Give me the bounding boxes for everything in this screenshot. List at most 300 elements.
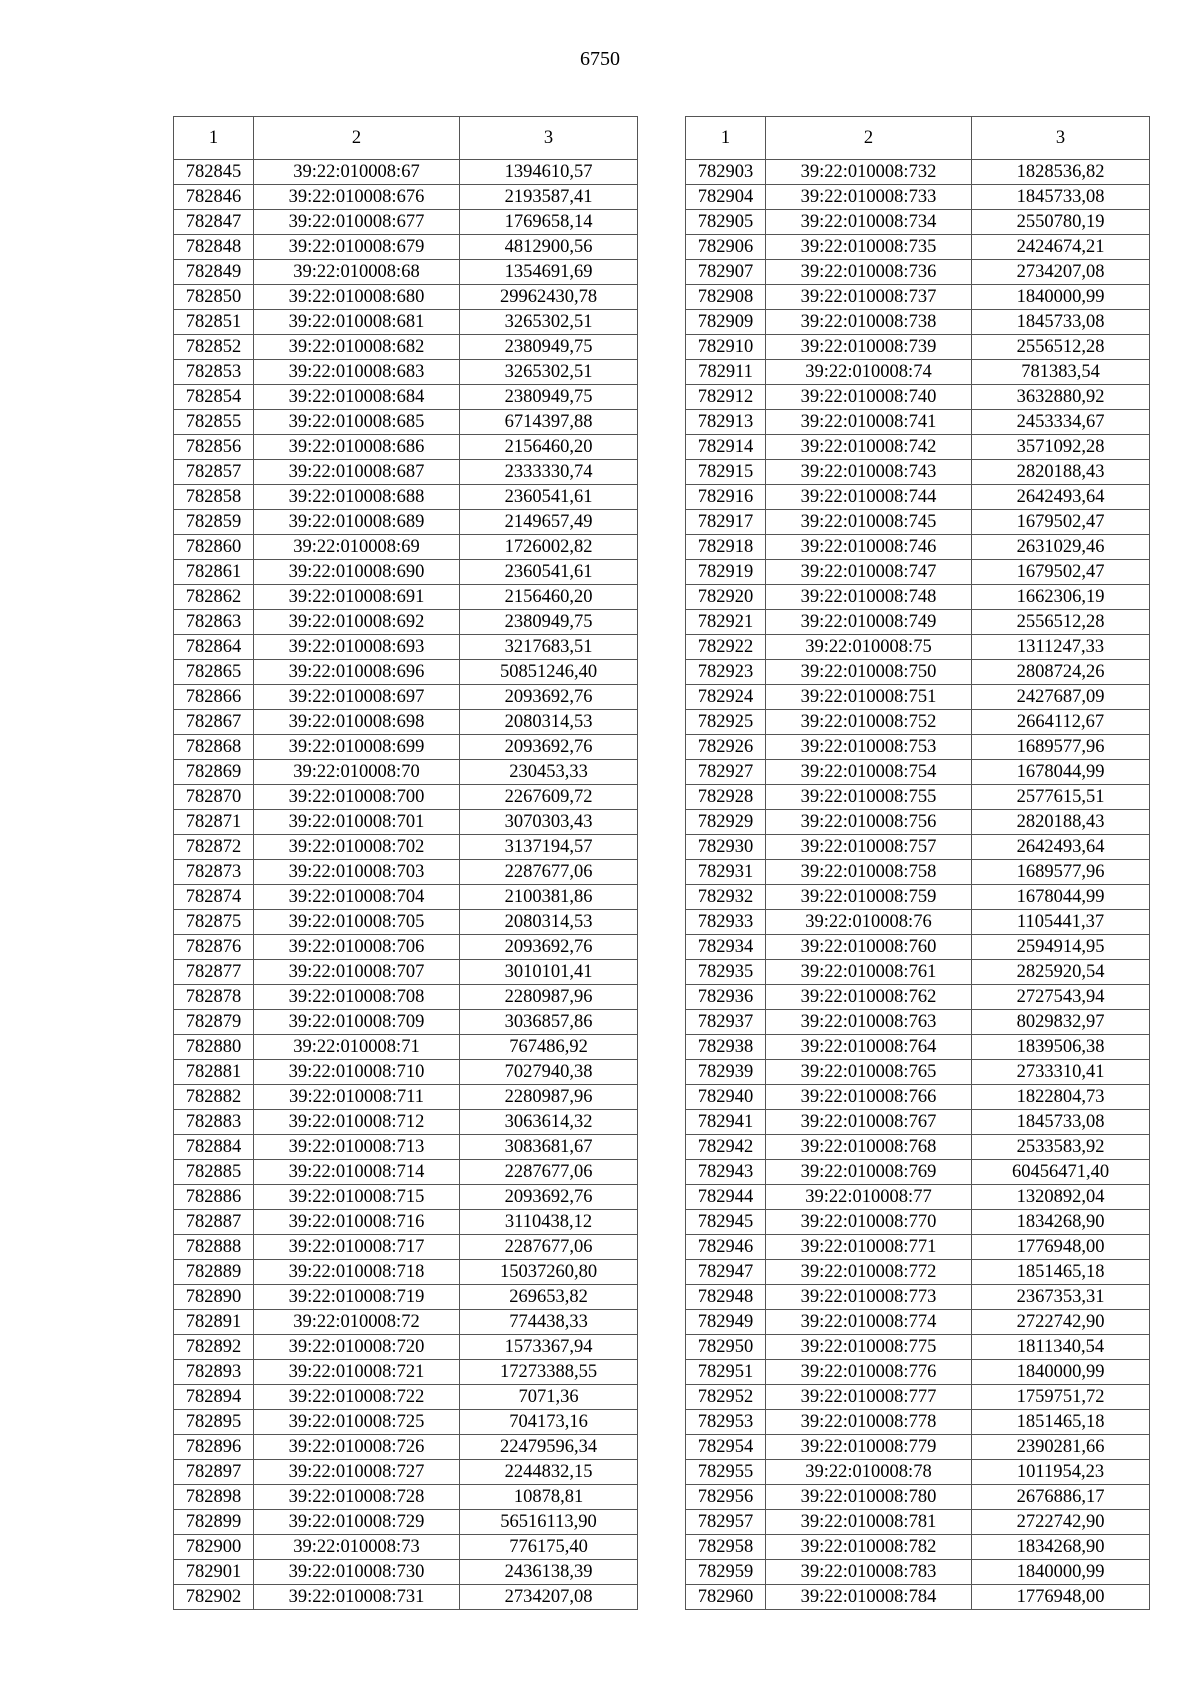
table-row <box>686 935 1150 960</box>
table-row <box>686 1385 1150 1410</box>
cadastral-number-cell: 39:22:010008:75 <box>766 635 972 660</box>
value-cell: 7027940,38 <box>460 1060 638 1085</box>
table-row <box>686 1460 1150 1485</box>
cadastral-number-cell: 39:22:010008:778 <box>766 1410 972 1435</box>
value-cell: 2156460,20 <box>460 585 638 610</box>
cadastral-number-cell: 39:22:010008:754 <box>766 760 972 785</box>
row-number-cell: 782904 <box>686 185 766 210</box>
row-number-cell: 782954 <box>686 1435 766 1460</box>
table-row <box>686 460 1150 485</box>
value-cell: 1679502,47 <box>972 510 1150 535</box>
column-header: 3 <box>972 117 1150 160</box>
row-number-cell: 782885 <box>174 1160 254 1185</box>
table-row <box>174 1235 638 1260</box>
value-cell: 3110438,12 <box>460 1210 638 1235</box>
row-number-cell: 782958 <box>686 1535 766 1560</box>
row-number-cell: 782877 <box>174 960 254 985</box>
value-cell: 22479596,34 <box>460 1435 638 1460</box>
table-row <box>686 535 1150 560</box>
cadastral-number-cell: 39:22:010008:701 <box>254 810 460 835</box>
row-number-cell: 782875 <box>174 910 254 935</box>
table-row <box>686 1435 1150 1460</box>
cadastral-number-cell: 39:22:010008:753 <box>766 735 972 760</box>
table-row <box>174 1585 638 1610</box>
table-row <box>174 835 638 860</box>
table-row <box>686 1085 1150 1110</box>
row-number-cell: 782955 <box>686 1460 766 1485</box>
cadastral-number-cell: 39:22:010008:688 <box>254 485 460 510</box>
row-number-cell: 782876 <box>174 935 254 960</box>
row-number-cell: 782899 <box>174 1510 254 1535</box>
value-cell: 1678044,99 <box>972 885 1150 910</box>
value-cell: 2594914,95 <box>972 935 1150 960</box>
table-row <box>686 235 1150 260</box>
row-number-cell: 782924 <box>686 685 766 710</box>
table-row <box>686 1160 1150 1185</box>
cadastral-number-cell: 39:22:010008:755 <box>766 785 972 810</box>
table-row <box>686 960 1150 985</box>
row-number-cell: 782906 <box>686 235 766 260</box>
row-number-cell: 782852 <box>174 335 254 360</box>
table-row <box>174 735 638 760</box>
table-row <box>174 1260 638 1285</box>
table-row <box>174 810 638 835</box>
cadastral-number-cell: 39:22:010008:740 <box>766 385 972 410</box>
row-number-cell: 782907 <box>686 260 766 285</box>
table-row <box>174 360 638 385</box>
row-number-cell: 782883 <box>174 1110 254 1135</box>
row-number-cell: 782890 <box>174 1285 254 1310</box>
table-row <box>686 1060 1150 1085</box>
cadastral-number-cell: 39:22:010008:725 <box>254 1410 460 1435</box>
value-cell: 2556512,28 <box>972 335 1150 360</box>
cadastral-number-cell: 39:22:010008:747 <box>766 560 972 585</box>
cadastral-number-cell: 39:22:010008:72 <box>254 1310 460 1335</box>
table-row <box>174 1410 638 1435</box>
row-number-cell: 782873 <box>174 860 254 885</box>
row-number-cell: 782856 <box>174 435 254 460</box>
row-number-cell: 782922 <box>686 635 766 660</box>
cadastral-number-cell: 39:22:010008:691 <box>254 585 460 610</box>
row-number-cell: 782886 <box>174 1185 254 1210</box>
table-row <box>174 1160 638 1185</box>
cadastral-number-cell: 39:22:010008:706 <box>254 935 460 960</box>
value-cell: 269653,82 <box>460 1285 638 1310</box>
value-cell: 2642493,64 <box>972 835 1150 860</box>
cadastral-number-cell: 39:22:010008:760 <box>766 935 972 960</box>
row-number-cell: 782862 <box>174 585 254 610</box>
value-cell: 3070303,43 <box>460 810 638 835</box>
row-number-cell: 782884 <box>174 1135 254 1160</box>
table-row <box>686 410 1150 435</box>
table-row <box>174 1185 638 1210</box>
cadastral-number-cell: 39:22:010008:697 <box>254 685 460 710</box>
value-cell: 2825920,54 <box>972 960 1150 985</box>
value-cell: 3036857,86 <box>460 1010 638 1035</box>
value-cell: 6714397,88 <box>460 410 638 435</box>
cadastral-number-cell: 39:22:010008:777 <box>766 1385 972 1410</box>
row-number-cell: 782853 <box>174 360 254 385</box>
row-number-cell: 782914 <box>686 435 766 460</box>
table-header-row <box>686 117 1150 160</box>
row-number-cell: 782869 <box>174 760 254 785</box>
cadastral-number-cell: 39:22:010008:686 <box>254 435 460 460</box>
cadastral-number-cell: 39:22:010008:721 <box>254 1360 460 1385</box>
cadastral-number-cell: 39:22:010008:734 <box>766 210 972 235</box>
table-row <box>686 635 1150 660</box>
row-number-cell: 782960 <box>686 1585 766 1610</box>
cadastral-number-cell: 39:22:010008:718 <box>254 1260 460 1285</box>
table-row <box>686 835 1150 860</box>
cadastral-number-cell: 39:22:010008:71 <box>254 1035 460 1060</box>
table-row <box>174 1035 638 1060</box>
value-cell: 2287677,06 <box>460 1160 638 1185</box>
row-number-cell: 782854 <box>174 385 254 410</box>
value-cell: 2093692,76 <box>460 1185 638 1210</box>
cadastral-number-cell: 39:22:010008:683 <box>254 360 460 385</box>
column-header: 2 <box>254 117 460 160</box>
table-row <box>686 810 1150 835</box>
value-cell: 1776948,00 <box>972 1235 1150 1260</box>
cadastral-number-cell: 39:22:010008:703 <box>254 860 460 885</box>
row-number-cell: 782855 <box>174 410 254 435</box>
row-number-cell: 782910 <box>686 335 766 360</box>
row-number-cell: 782892 <box>174 1335 254 1360</box>
cadastral-number-cell: 39:22:010008:712 <box>254 1110 460 1135</box>
table-row <box>174 410 638 435</box>
cadastral-number-cell: 39:22:010008:762 <box>766 985 972 1010</box>
row-number-cell: 782933 <box>686 910 766 935</box>
row-number-cell: 782913 <box>686 410 766 435</box>
value-cell: 1822804,73 <box>972 1085 1150 1110</box>
table-row <box>686 1260 1150 1285</box>
cadastral-number-cell: 39:22:010008:685 <box>254 410 460 435</box>
cadastral-number-cell: 39:22:010008:746 <box>766 535 972 560</box>
table-row <box>174 535 638 560</box>
value-cell: 774438,33 <box>460 1310 638 1335</box>
value-cell: 781383,54 <box>972 360 1150 385</box>
value-cell: 3010101,41 <box>460 960 638 985</box>
value-cell: 2360541,61 <box>460 560 638 585</box>
value-cell: 2550780,19 <box>972 210 1150 235</box>
table-row <box>686 210 1150 235</box>
row-number-cell: 782927 <box>686 760 766 785</box>
value-cell: 2664112,67 <box>972 710 1150 735</box>
row-number-cell: 782901 <box>174 1560 254 1585</box>
row-number-cell: 782959 <box>686 1560 766 1585</box>
value-cell: 2676886,17 <box>972 1485 1150 1510</box>
cadastral-number-cell: 39:22:010008:758 <box>766 860 972 885</box>
cadastral-number-cell: 39:22:010008:728 <box>254 1485 460 1510</box>
value-cell: 1726002,82 <box>460 535 638 560</box>
value-cell: 2577615,51 <box>972 785 1150 810</box>
cadastral-number-cell: 39:22:010008:735 <box>766 235 972 260</box>
cadastral-number-cell: 39:22:010008:745 <box>766 510 972 535</box>
table-row <box>686 585 1150 610</box>
table-row <box>686 1135 1150 1160</box>
row-number-cell: 782848 <box>174 235 254 260</box>
value-cell: 1759751,72 <box>972 1385 1150 1410</box>
table-row <box>174 310 638 335</box>
table-row <box>686 660 1150 685</box>
row-number-cell: 782918 <box>686 535 766 560</box>
row-number-cell: 782867 <box>174 710 254 735</box>
value-cell: 2080314,53 <box>460 910 638 935</box>
table-row <box>686 1410 1150 1435</box>
cadastral-number-cell: 39:22:010008:676 <box>254 185 460 210</box>
row-number-cell: 782888 <box>174 1235 254 1260</box>
table-row <box>174 610 638 635</box>
value-cell: 1845733,08 <box>972 1110 1150 1135</box>
value-cell: 8029832,97 <box>972 1010 1150 1035</box>
cadastral-number-cell: 39:22:010008:677 <box>254 210 460 235</box>
row-number-cell: 782917 <box>686 510 766 535</box>
table-header-row <box>174 117 638 160</box>
table-row <box>174 1285 638 1310</box>
table-row <box>686 1285 1150 1310</box>
row-number-cell: 782905 <box>686 210 766 235</box>
cadastral-number-cell: 39:22:010008:719 <box>254 1285 460 1310</box>
value-cell: 2734207,08 <box>972 260 1150 285</box>
cadastral-number-cell: 39:22:010008:784 <box>766 1585 972 1610</box>
value-cell: 1851465,18 <box>972 1260 1150 1285</box>
value-cell: 2267609,72 <box>460 785 638 810</box>
value-cell: 2390281,66 <box>972 1435 1150 1460</box>
cadastral-number-cell: 39:22:010008:711 <box>254 1085 460 1110</box>
table-row <box>174 1560 638 1585</box>
cadastral-number-cell: 39:22:010008:751 <box>766 685 972 710</box>
cadastral-number-cell: 39:22:010008:720 <box>254 1335 460 1360</box>
right-table <box>685 116 1150 1610</box>
table-row <box>686 1310 1150 1335</box>
value-cell: 2436138,39 <box>460 1560 638 1585</box>
value-cell: 1828536,82 <box>972 160 1150 185</box>
table-row <box>174 1310 638 1335</box>
row-number-cell: 782957 <box>686 1510 766 1535</box>
row-number-cell: 782908 <box>686 285 766 310</box>
row-number-cell: 782872 <box>174 835 254 860</box>
row-number-cell: 782947 <box>686 1260 766 1285</box>
value-cell: 704173,16 <box>460 1410 638 1435</box>
row-number-cell: 782912 <box>686 385 766 410</box>
cadastral-number-cell: 39:22:010008:748 <box>766 585 972 610</box>
table-row <box>174 1360 638 1385</box>
row-number-cell: 782846 <box>174 185 254 210</box>
left-table-body <box>174 160 638 1610</box>
row-number-cell: 782937 <box>686 1010 766 1035</box>
table-row <box>686 685 1150 710</box>
cadastral-number-cell: 39:22:010008:713 <box>254 1135 460 1160</box>
row-number-cell: 782920 <box>686 585 766 610</box>
value-cell: 3083681,67 <box>460 1135 638 1160</box>
cadastral-number-cell: 39:22:010008:702 <box>254 835 460 860</box>
cadastral-number-cell: 39:22:010008:774 <box>766 1310 972 1335</box>
table-row <box>174 235 638 260</box>
row-number-cell: 782949 <box>686 1310 766 1335</box>
value-cell: 230453,33 <box>460 760 638 785</box>
row-number-cell: 782934 <box>686 935 766 960</box>
table-row <box>174 1435 638 1460</box>
cadastral-number-cell: 39:22:010008:709 <box>254 1010 460 1035</box>
cadastral-number-cell: 39:22:010008:727 <box>254 1460 460 1485</box>
cadastral-number-cell: 39:22:010008:757 <box>766 835 972 860</box>
table-row <box>174 385 638 410</box>
cadastral-number-cell: 39:22:010008:67 <box>254 160 460 185</box>
row-number-cell: 782943 <box>686 1160 766 1185</box>
table-row <box>174 935 638 960</box>
table-row <box>174 635 638 660</box>
column-header: 2 <box>766 117 972 160</box>
table-row <box>174 710 638 735</box>
cadastral-number-cell: 39:22:010008:756 <box>766 810 972 835</box>
table-row <box>174 1110 638 1135</box>
page-number: 6750 <box>580 48 620 70</box>
cadastral-number-cell: 39:22:010008:707 <box>254 960 460 985</box>
table-row <box>174 885 638 910</box>
row-number-cell: 782948 <box>686 1285 766 1310</box>
table-row <box>686 435 1150 460</box>
table-row <box>174 160 638 185</box>
cadastral-number-cell: 39:22:010008:741 <box>766 410 972 435</box>
value-cell: 2380949,75 <box>460 335 638 360</box>
row-number-cell: 782936 <box>686 985 766 1010</box>
row-number-cell: 782891 <box>174 1310 254 1335</box>
cadastral-number-cell: 39:22:010008:699 <box>254 735 460 760</box>
row-number-cell: 782868 <box>174 735 254 760</box>
cadastral-number-cell: 39:22:010008:696 <box>254 660 460 685</box>
row-number-cell: 782932 <box>686 885 766 910</box>
cadastral-number-cell: 39:22:010008:714 <box>254 1160 460 1185</box>
value-cell: 1840000,99 <box>972 285 1150 310</box>
row-number-cell: 782902 <box>174 1585 254 1610</box>
table-row <box>174 210 638 235</box>
table-row <box>174 685 638 710</box>
table-row <box>686 1035 1150 1060</box>
row-number-cell: 782874 <box>174 885 254 910</box>
row-number-cell: 782850 <box>174 285 254 310</box>
table-row <box>174 960 638 985</box>
table-row <box>686 1235 1150 1260</box>
table-row <box>686 735 1150 760</box>
value-cell: 2287677,06 <box>460 1235 638 1260</box>
row-number-cell: 782956 <box>686 1485 766 1510</box>
table-row <box>686 360 1150 385</box>
value-cell: 2734207,08 <box>460 1585 638 1610</box>
table-row <box>686 310 1150 335</box>
row-number-cell: 782915 <box>686 460 766 485</box>
row-number-cell: 782900 <box>174 1535 254 1560</box>
row-number-cell: 782894 <box>174 1385 254 1410</box>
value-cell: 1811340,54 <box>972 1335 1150 1360</box>
row-number-cell: 782889 <box>174 1260 254 1285</box>
cadastral-number-cell: 39:22:010008:768 <box>766 1135 972 1160</box>
cadastral-number-cell: 39:22:010008:732 <box>766 160 972 185</box>
row-number-cell: 782925 <box>686 710 766 735</box>
cadastral-number-cell: 39:22:010008:783 <box>766 1560 972 1585</box>
table-row <box>174 285 638 310</box>
table-row <box>174 1060 638 1085</box>
value-cell: 3571092,28 <box>972 435 1150 460</box>
row-number-cell: 782879 <box>174 1010 254 1035</box>
value-cell: 2093692,76 <box>460 685 638 710</box>
cadastral-number-cell: 39:22:010008:716 <box>254 1210 460 1235</box>
table-row <box>174 785 638 810</box>
value-cell: 2380949,75 <box>460 610 638 635</box>
value-cell: 1851465,18 <box>972 1410 1150 1435</box>
cadastral-number-cell: 39:22:010008:779 <box>766 1435 972 1460</box>
table-row <box>174 510 638 535</box>
row-number-cell: 782903 <box>686 160 766 185</box>
table-row <box>174 1335 638 1360</box>
table-row <box>174 485 638 510</box>
value-cell: 1311247,33 <box>972 635 1150 660</box>
cadastral-number-cell: 39:22:010008:737 <box>766 285 972 310</box>
table-row <box>686 335 1150 360</box>
row-number-cell: 782859 <box>174 510 254 535</box>
value-cell: 2631029,46 <box>972 535 1150 560</box>
value-cell: 2287677,06 <box>460 860 638 885</box>
row-number-cell: 782951 <box>686 1360 766 1385</box>
value-cell: 2244832,15 <box>460 1460 638 1485</box>
value-cell: 17273388,55 <box>460 1360 638 1385</box>
cadastral-number-cell: 39:22:010008:73 <box>254 1535 460 1560</box>
cadastral-number-cell: 39:22:010008:744 <box>766 485 972 510</box>
cadastral-number-cell: 39:22:010008:705 <box>254 910 460 935</box>
cadastral-number-cell: 39:22:010008:726 <box>254 1435 460 1460</box>
row-number-cell: 782945 <box>686 1210 766 1235</box>
row-number-cell: 782881 <box>174 1060 254 1085</box>
row-number-cell: 782931 <box>686 860 766 885</box>
table-row <box>686 160 1150 185</box>
cadastral-number-cell: 39:22:010008:733 <box>766 185 972 210</box>
cadastral-number-cell: 39:22:010008:761 <box>766 960 972 985</box>
value-cell: 3217683,51 <box>460 635 638 660</box>
cadastral-number-cell: 39:22:010008:679 <box>254 235 460 260</box>
value-cell: 2424674,21 <box>972 235 1150 260</box>
row-number-cell: 782880 <box>174 1035 254 1060</box>
cadastral-number-cell: 39:22:010008:682 <box>254 335 460 360</box>
value-cell: 1776948,00 <box>972 1585 1150 1610</box>
value-cell: 2820188,43 <box>972 460 1150 485</box>
value-cell: 29962430,78 <box>460 285 638 310</box>
table-row <box>686 285 1150 310</box>
table-row <box>174 660 638 685</box>
cadastral-number-cell: 39:22:010008:772 <box>766 1260 972 1285</box>
cadastral-number-cell: 39:22:010008:704 <box>254 885 460 910</box>
row-number-cell: 782870 <box>174 785 254 810</box>
value-cell: 2360541,61 <box>460 485 638 510</box>
value-cell: 1320892,04 <box>972 1185 1150 1210</box>
cadastral-number-cell: 39:22:010008:764 <box>766 1035 972 1060</box>
cadastral-number-cell: 39:22:010008:731 <box>254 1585 460 1610</box>
cadastral-number-cell: 39:22:010008:759 <box>766 885 972 910</box>
row-number-cell: 782950 <box>686 1335 766 1360</box>
table-row <box>174 585 638 610</box>
row-number-cell: 782928 <box>686 785 766 810</box>
row-number-cell: 782938 <box>686 1035 766 1060</box>
value-cell: 2093692,76 <box>460 735 638 760</box>
cadastral-number-cell: 39:22:010008:690 <box>254 560 460 585</box>
cadastral-number-cell: 39:22:010008:684 <box>254 385 460 410</box>
row-number-cell: 782946 <box>686 1235 766 1260</box>
row-number-cell: 782863 <box>174 610 254 635</box>
table-row <box>174 1510 638 1535</box>
table-row <box>174 435 638 460</box>
value-cell: 2808724,26 <box>972 660 1150 685</box>
right-table-body <box>686 160 1150 1610</box>
left-table <box>173 116 638 1610</box>
value-cell: 2427687,09 <box>972 685 1150 710</box>
